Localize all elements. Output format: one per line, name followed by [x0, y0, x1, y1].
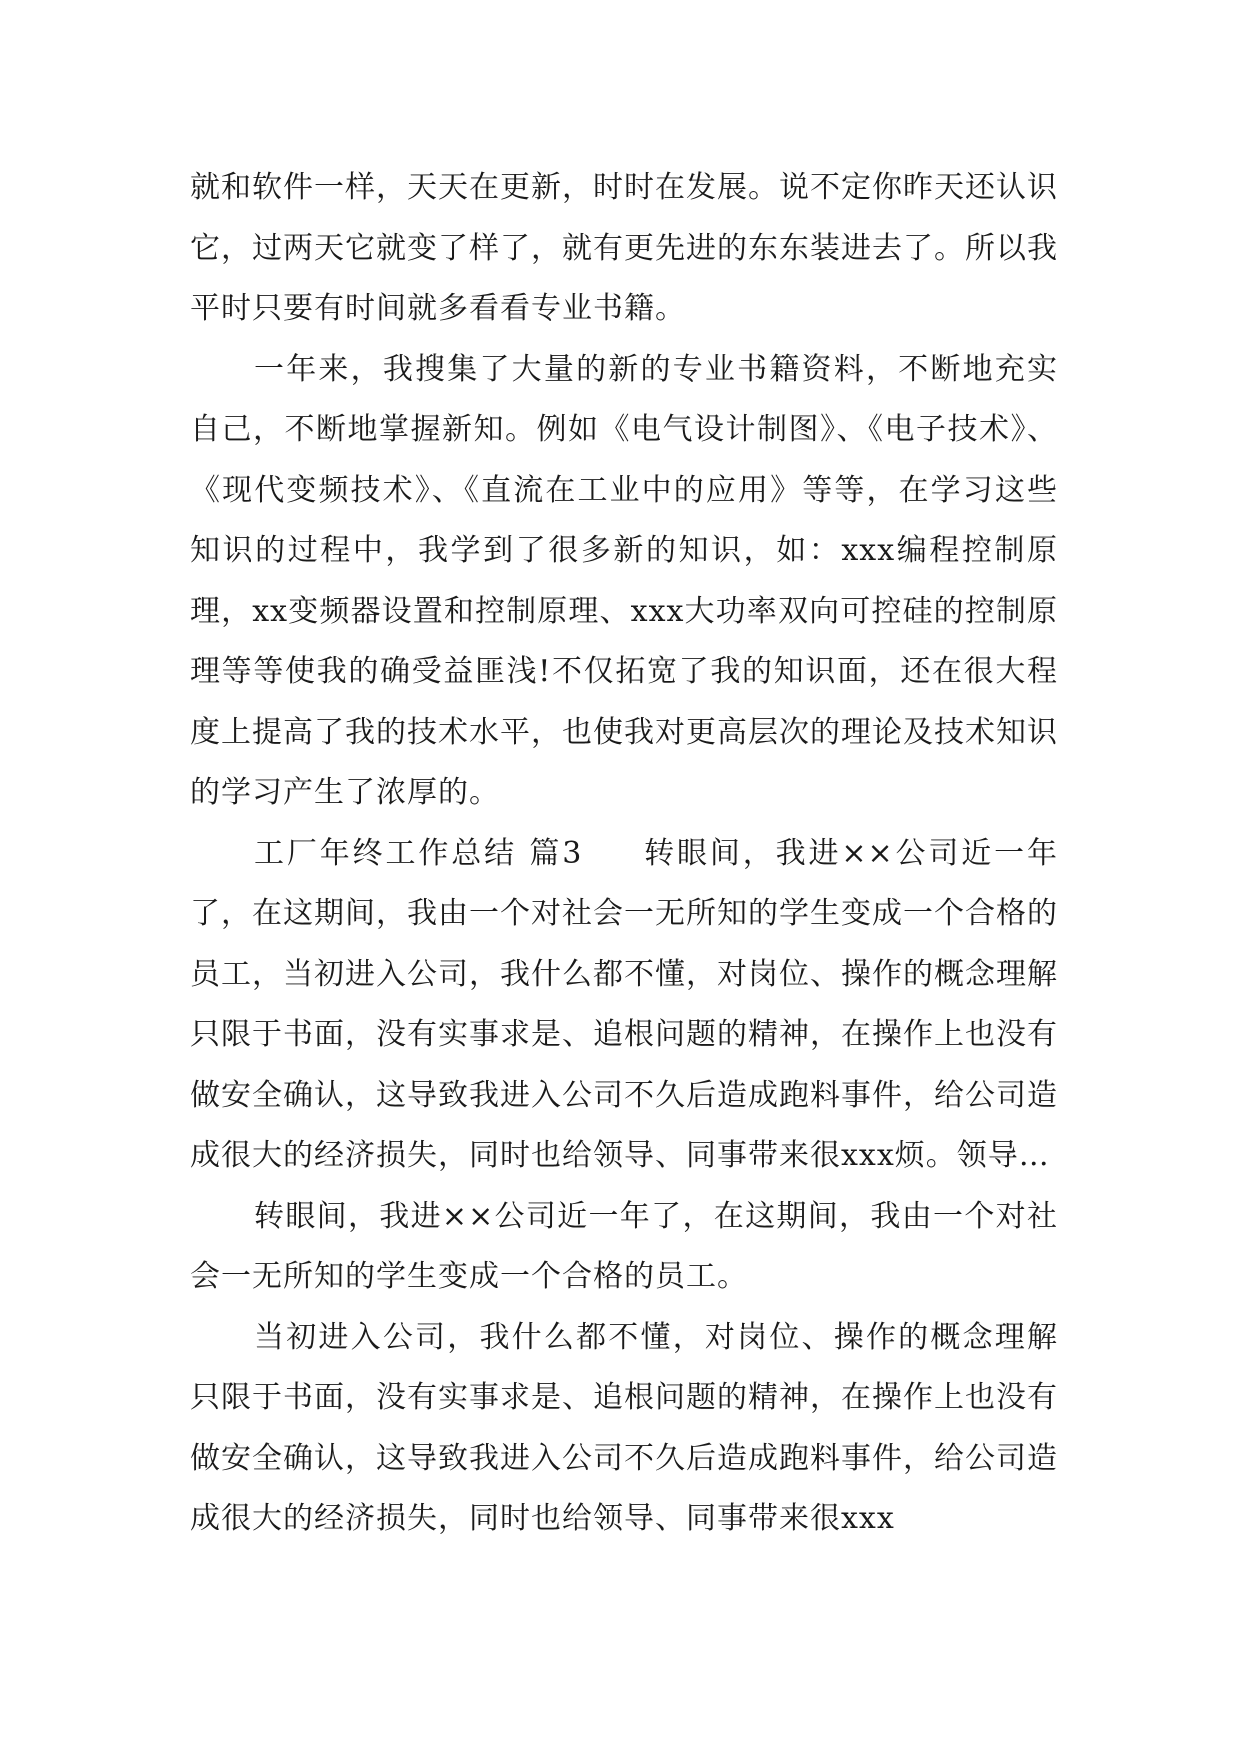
paragraph-summary-section-3 — [190, 824, 1058, 1187]
paragraph-software-update: 就和软件一样，天天在更新，时时在发展。说不定你昨天还认识它，过两天它就变了样了，就有更先进的东东装进去了。所以我平时只要有时间就多看看专业书籍。 — [190, 170, 1058, 326]
section-intro-text: 转眼间，我进××公司近一年了，在这期间，我由一个对社会一无所知的学生变成一个合格的员工，当初进入公司，我什么都不懂，对岗位、操作的概念理解只限于书面，没有实事求是、追根问题的精神，在操作上也没有做安全确认，这导致我进入公司不久后造成跑料事件，给公司造成很大的经济损失，同时也给领导、同事带来很xxx烦。领导… — [190, 835, 1059, 1173]
paragraph-first-days: 当初进入公司，我什么都不懂，对岗位、操作的概念理解只限于书面，没有实事求是、追根问题的精神，在操作上也没有做安全确认，这导致我进入公司不久后造成跑料事件，给公司造成很大的经济损失，同时也给领导、同事带来很xxx — [190, 1319, 1058, 1536]
document-body — [190, 158, 1058, 1550]
paragraph-one-year: 转眼间，我进××公司近一年了，在这期间，我由一个对社会一无所知的学生变成一个合格的员工。 — [190, 1198, 1058, 1294]
paragraph-study-books: 一年来，我搜集了大量的新的专业书籍资料，不断地充实自己，不断地掌握新知。例如《电气设计制图》、《电子技术》、《现代变频技术》、《直流在工业中的应用》等等，在学习这些知识的过程中，我学到了很多新的知识，如：xxx编程控制原理，xx变频器设置和控制原理、xxx大功率双向可控硅的控制原理等等使我的确受益匪浅!不仅拓宽了我的知识面，还在很大程度上提高了我的技术水平，也使我对更高层次的理论及技术知识的学习产生了浓厚的。 — [190, 351, 1058, 810]
section-heading: 工厂年终工作总结 篇3 — [254, 835, 583, 871]
